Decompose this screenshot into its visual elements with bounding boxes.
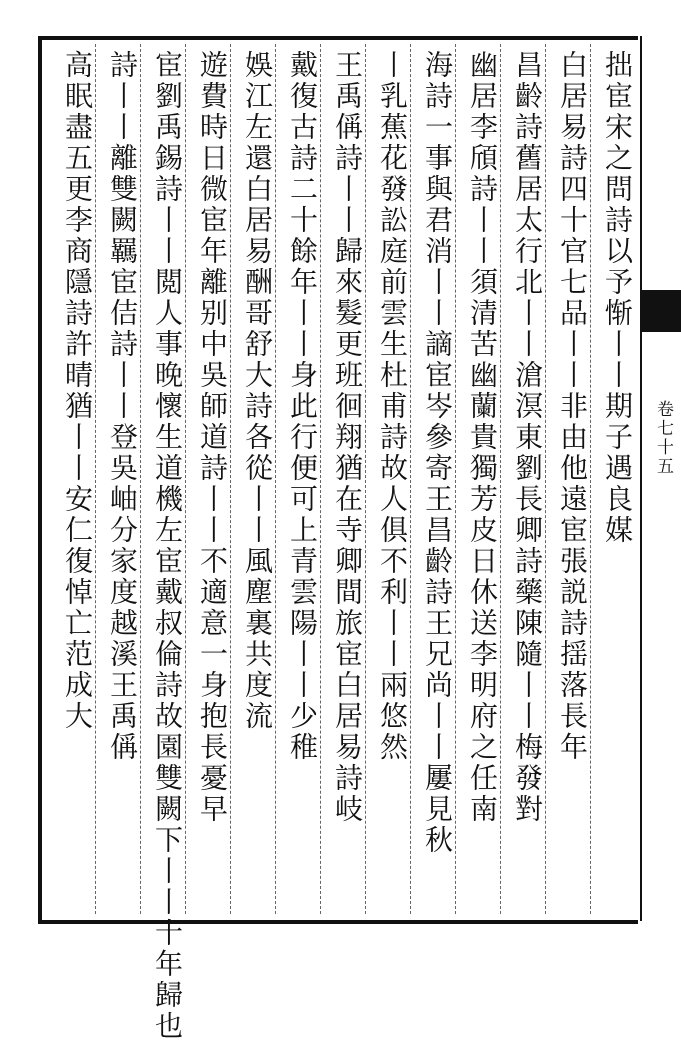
text-column-6: 丨乳蕉花發訟庭前雲生杜甫詩故人俱不利丨丨兩悠然 bbox=[376, 50, 409, 763]
text-column-4: 幽居李頎詩丨丨須清苦幽蘭貴獨芳皮日休送李明府之任南 bbox=[466, 50, 499, 825]
juan-number: 卷七十五 bbox=[653, 400, 673, 476]
text-column-8: 戴復古詩二十餘年丨丨身此行便可上青雲陽丨丨少稚 bbox=[286, 50, 319, 763]
text-column-10: 遊費時日微宦年離别中吳師道詩丨丨不適意一身抱長憂早 bbox=[196, 50, 229, 825]
text-column-9: 娛江左還白居易酬哥舒大詩各從丨丨風塵裏共度流 bbox=[241, 50, 274, 732]
text-column-2: 白居易詩四十官七品丨丨非由他遠宦張説詩揺落長年 bbox=[556, 50, 589, 763]
text-column-1: 拙宦宋之問詩以予惭丨丨期子遇良媒 bbox=[601, 50, 634, 546]
text-column-5: 海詩一事與君消丨丨謫宦岑參寄王昌齡詩王兄尚丨丨屢見秋 bbox=[421, 50, 454, 856]
text-column-12: 詩丨丨離雙闕羈宦佶詩丨丨登吳岫分家度越溪王禹偁 bbox=[106, 50, 139, 763]
text-column-7: 王禹偁詩丨丨歸來髮更班徊翔猶在寺卿間旅宦白居易詩岐 bbox=[331, 50, 364, 825]
text-column-11: 宦劉禹錫詩丨丨閲人事晚懷生道機左宦戴叔倫詩故園雙闕下丨丨十年歸也 bbox=[151, 50, 184, 1042]
text-column-13: 高眠盡五更李商隱詩許晴猶丨丨安仁復悼亡范成大 bbox=[61, 50, 94, 732]
text-column-3: 昌齡詩舊居太行北丨丨滄溟東劉長卿詩藥陳隨丨丨梅發對 bbox=[511, 50, 544, 825]
margin-fish-tail bbox=[640, 290, 681, 332]
